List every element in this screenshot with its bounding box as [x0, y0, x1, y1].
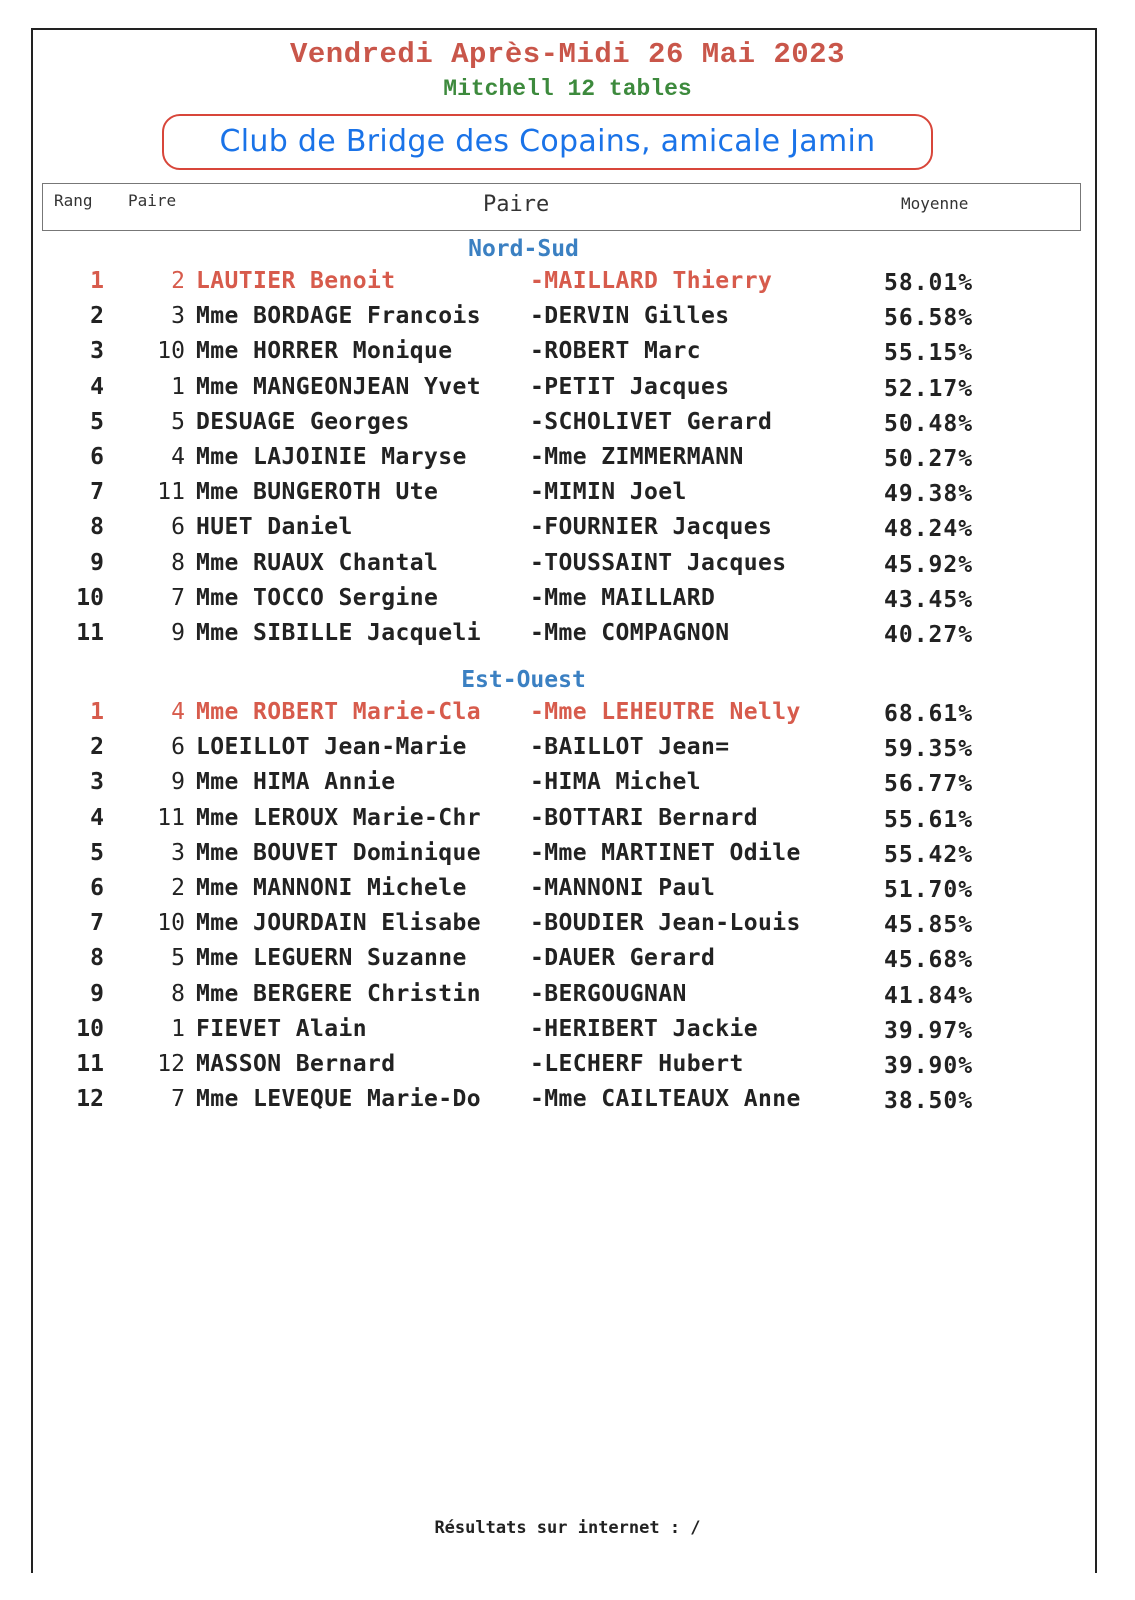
result-row — [0, 840, 1135, 874]
player-one-cell: Mme BORDAGE Francois — [196, 303, 481, 330]
player-two-cell: -Mme CAILTEAUX Anne — [530, 1086, 801, 1113]
pair-number-cell: 4 — [171, 699, 185, 725]
result-row — [0, 734, 1135, 768]
player-two-cell: -BOUDIER Jean-Louis — [530, 910, 801, 937]
average-cell: 43.45% — [884, 586, 974, 613]
rank-cell: 1 — [90, 699, 104, 725]
player-one-cell: Mme BERGERE Christin — [196, 980, 481, 1007]
rank-cell: 8 — [90, 514, 104, 541]
pair-number-cell: 11 — [157, 804, 185, 831]
average-cell: 59.35% — [884, 736, 974, 763]
player-two-cell: -TOUSSAINT Jacques — [530, 549, 787, 576]
average-cell: 39.90% — [884, 1053, 974, 1079]
pair-number-cell: 7 — [171, 1086, 185, 1113]
player-two-cell: -HERIBERT Jackie — [530, 1015, 758, 1042]
pair-number-cell: 2 — [171, 875, 185, 901]
pair-number-cell: 4 — [171, 444, 185, 470]
average-cell: 38.50% — [884, 1088, 974, 1115]
player-two-cell: -Mme COMPAGNON — [530, 620, 730, 646]
player-one-cell: Mme BUNGEROTH Ute — [196, 479, 439, 506]
player-one-cell: DESUAGE Georges — [196, 408, 410, 435]
average-cell: 55.61% — [884, 806, 974, 833]
rank-cell: 10 — [76, 1015, 104, 1042]
pair-number-cell: 8 — [171, 980, 185, 1007]
player-two-cell: -Mme ZIMMERMANN — [530, 444, 744, 470]
average-cell: 40.27% — [884, 622, 974, 648]
player-one-cell: FIEVET Alain — [196, 1015, 367, 1042]
result-row — [0, 620, 1135, 654]
player-one-cell: Mme BOUVET Dominique — [196, 839, 481, 866]
column-rang: Rang — [54, 191, 93, 210]
rank-cell: 2 — [90, 734, 104, 761]
pair-number-cell: 7 — [171, 584, 185, 611]
result-row — [0, 945, 1135, 979]
player-two-cell: -DERVIN Gilles — [530, 303, 730, 330]
result-row — [0, 699, 1135, 733]
pair-number-cell: 3 — [171, 303, 185, 330]
pair-number-cell: 6 — [171, 734, 185, 761]
average-cell: 51.70% — [884, 877, 974, 903]
player-two-cell: -Mme MARTINET Odile — [530, 839, 801, 866]
player-one-cell: Mme ROBERT Marie-Cla — [196, 699, 481, 725]
rank-cell: 3 — [90, 769, 104, 796]
result-row — [0, 805, 1135, 839]
average-cell: 48.24% — [884, 516, 974, 543]
average-cell: 55.15% — [884, 340, 974, 367]
pair-number-cell: 10 — [157, 338, 185, 365]
pair-number-cell: 5 — [171, 945, 185, 972]
result-row — [0, 1086, 1135, 1120]
average-cell: 58.01% — [884, 270, 974, 296]
result-row — [0, 409, 1135, 443]
footer-note: Résultats sur internet : / — [434, 1518, 701, 1538]
pair-number-cell: 12 — [157, 1051, 185, 1077]
player-two-cell: -DAUER Gerard — [530, 945, 716, 972]
average-cell: 39.97% — [884, 1017, 974, 1044]
player-one-cell: Mme HORRER Monique — [196, 338, 453, 365]
pair-number-cell: 6 — [171, 514, 185, 541]
rank-cell: 4 — [90, 804, 104, 831]
player-two-cell: -MANNONI Paul — [530, 875, 716, 901]
player-two-cell: -BOTTARI Bernard — [530, 804, 758, 831]
player-one-cell: LOEILLOT Jean-Marie — [196, 734, 467, 761]
result-row — [0, 910, 1135, 944]
pair-number-cell: 9 — [171, 620, 185, 646]
player-one-cell: Mme MANNONI Michele — [196, 875, 467, 901]
player-two-cell: -SCHOLIVET Gerard — [530, 408, 773, 435]
rank-cell: 1 — [90, 268, 104, 294]
rank-cell: 7 — [90, 479, 104, 506]
result-row — [0, 374, 1135, 408]
pair-number-cell: 8 — [171, 549, 185, 576]
player-one-cell: Mme LAJOINIE Maryse — [196, 444, 467, 470]
player-two-cell: -PETIT Jacques — [530, 373, 730, 400]
player-two-cell: -MIMIN Joel — [530, 479, 687, 506]
result-row — [0, 514, 1135, 548]
result-row — [0, 268, 1135, 302]
player-one-cell: Mme LEVEQUE Marie-Do — [196, 1086, 481, 1113]
rank-cell: 7 — [90, 910, 104, 937]
rank-cell: 4 — [90, 373, 104, 400]
rank-cell: 10 — [76, 584, 104, 611]
result-row — [0, 303, 1135, 337]
player-two-cell: -HIMA Michel — [530, 769, 701, 796]
average-cell: 45.68% — [884, 947, 974, 974]
result-row — [0, 550, 1135, 584]
average-cell: 68.61% — [884, 701, 974, 727]
column-paire: Paire — [483, 192, 550, 217]
pair-number-cell: 10 — [157, 910, 185, 937]
rank-cell: 9 — [90, 549, 104, 576]
rank-cell: 9 — [90, 980, 104, 1007]
player-two-cell: -FOURNIER Jacques — [530, 514, 773, 541]
rank-cell: 5 — [90, 408, 104, 435]
player-one-cell: Mme TOCCO Sergine — [196, 584, 439, 611]
rank-cell: 6 — [90, 444, 104, 470]
player-one-cell: HUET Daniel — [196, 514, 353, 541]
player-two-cell: -LECHERF Hubert — [530, 1051, 744, 1077]
player-one-cell: Mme LEGUERN Suzanne — [196, 945, 467, 972]
average-cell: 52.17% — [884, 375, 974, 402]
column-moyenne: Moyenne — [901, 194, 969, 213]
result-row — [0, 769, 1135, 803]
pair-number-cell: 1 — [171, 1015, 185, 1042]
player-one-cell: Mme MANGEONJEAN Yvet — [196, 373, 481, 400]
club-banner — [162, 114, 933, 170]
player-one-cell: Mme LEROUX Marie-Chr — [196, 804, 481, 831]
club-name: Club de Bridge des Copains, amicale Jamin — [219, 124, 876, 159]
result-row — [0, 444, 1135, 478]
column-paire-number: Paire — [128, 191, 177, 210]
pair-number-cell: 5 — [171, 408, 185, 435]
average-cell: 56.77% — [884, 771, 974, 798]
page-title: Vendredi Après-Midi 26 Mai 2023 — [290, 38, 845, 71]
result-row — [0, 338, 1135, 372]
result-row — [0, 1016, 1135, 1050]
average-cell: 45.85% — [884, 912, 974, 939]
player-two-cell: -ROBERT Marc — [530, 338, 701, 365]
player-two-cell: -BAILLOT Jean= — [530, 734, 730, 761]
average-cell: 49.38% — [884, 481, 974, 508]
player-one-cell: Mme JOURDAIN Elisabe — [196, 910, 481, 937]
pair-number-cell: 9 — [171, 769, 185, 796]
rank-cell: 2 — [90, 303, 104, 330]
average-cell: 45.92% — [884, 551, 974, 578]
player-one-cell: Mme SIBILLE Jacqueli — [196, 620, 481, 646]
pair-number-cell: 11 — [157, 479, 185, 506]
average-cell: 50.27% — [884, 446, 974, 472]
player-one-cell: Mme HIMA Annie — [196, 769, 396, 796]
average-cell: 50.48% — [884, 410, 974, 437]
result-row — [0, 875, 1135, 909]
section-title: Est-Ouest — [461, 667, 586, 693]
rank-cell: 8 — [90, 945, 104, 972]
result-row — [0, 585, 1135, 619]
player-one-cell: LAUTIER Benoit — [196, 268, 396, 294]
average-cell: 55.42% — [884, 841, 974, 868]
player-one-cell: MASSON Bernard — [196, 1051, 396, 1077]
rank-cell: 12 — [76, 1086, 104, 1113]
player-two-cell: -BERGOUGNAN — [530, 980, 687, 1007]
average-cell: 56.58% — [884, 305, 974, 332]
player-two-cell: -MAILLARD Thierry — [530, 268, 773, 294]
result-row — [0, 479, 1135, 513]
section-title: Nord-Sud — [468, 236, 579, 262]
result-row — [0, 1051, 1135, 1085]
player-one-cell: Mme RUAUX Chantal — [196, 549, 439, 576]
rank-cell: 3 — [90, 338, 104, 365]
result-row — [0, 981, 1135, 1015]
rank-cell: 11 — [76, 620, 104, 646]
rank-cell: 6 — [90, 875, 104, 901]
page-subtitle: Mitchell 12 tables — [443, 76, 692, 102]
average-cell: 41.84% — [884, 982, 974, 1009]
player-two-cell: -Mme LEHEUTRE Nelly — [530, 699, 801, 725]
rank-cell: 11 — [76, 1051, 104, 1077]
pair-number-cell: 2 — [171, 268, 185, 294]
pair-number-cell: 3 — [171, 839, 185, 866]
pair-number-cell: 1 — [171, 373, 185, 400]
column-header — [42, 183, 1081, 231]
rank-cell: 5 — [90, 839, 104, 866]
player-two-cell: -Mme MAILLARD — [530, 584, 716, 611]
